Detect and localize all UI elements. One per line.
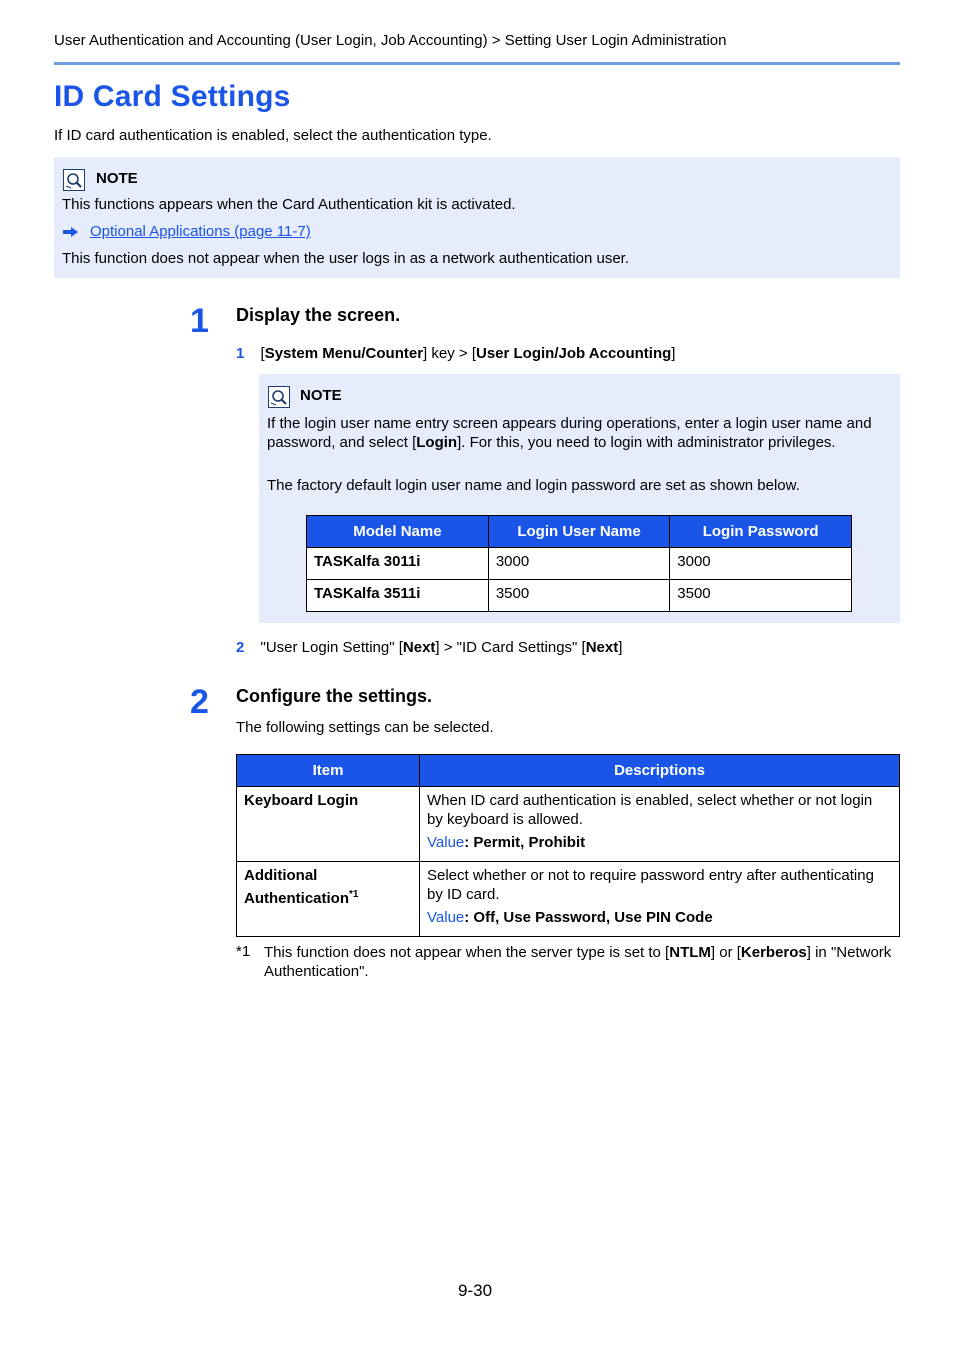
note-box xyxy=(54,157,900,278)
table-cell: Additional Authentication$^{*1}$ xyxy=(237,862,420,937)
table-row xyxy=(307,580,852,612)
column-header: Descriptions xyxy=(420,755,900,787)
note-heading: NOTE xyxy=(96,170,138,187)
column-header: Item xyxy=(237,755,420,787)
table-cell: 3000 xyxy=(670,548,852,580)
table-cell: 3500 xyxy=(670,580,852,612)
user-login-job-accounting: User Login/Job Accounting xyxy=(476,345,672,362)
value-line: Value: Permit, Prohibit xyxy=(427,834,586,851)
note-icon xyxy=(268,386,290,408)
system-menu-key: System Menu/Counter xyxy=(264,345,424,362)
value-line: Value: Off, Use Password, Use PIN Code xyxy=(427,909,713,926)
note-box xyxy=(259,374,900,623)
note-text: This functions appears when the Card Authentication kit is activated. xyxy=(62,196,516,213)
breadcrumb: User Authentication and Accounting (User Login, Job Accounting) > Setting User Login Administration xyxy=(54,32,727,49)
settings-table xyxy=(236,754,900,937)
note-text: This function does not appear when the user logs in as a network authentication user. xyxy=(62,250,630,267)
footnote-marker: *1 xyxy=(236,943,251,960)
step-title: Display the screen. xyxy=(236,305,401,325)
note-heading: NOTE xyxy=(300,387,342,404)
substep: 2 "User Login Setting" [Next] > "ID Card Settings" [Next] xyxy=(236,639,623,656)
table-row xyxy=(237,862,900,937)
intro-text: If ID card authentication is enabled, select the authentication type. xyxy=(54,127,492,144)
table-cell: Keyboard Login xyxy=(237,787,420,862)
table-cell: 3000 xyxy=(488,548,669,580)
table-cell: TASKalfa 3011i xyxy=(307,548,489,580)
step-title: Configure the settings. xyxy=(236,686,433,706)
footnote-text: This function does not appear when the server type is set to [NTLM] or [Kerberos] in "Network Authentication". xyxy=(264,944,892,980)
page-number: 9-30 xyxy=(458,1281,493,1300)
table-cell: 3500 xyxy=(488,580,669,612)
column-header: Login User Name xyxy=(488,516,669,548)
step-number: 2 xyxy=(190,683,209,721)
table-cell: When ID card authentication is enabled, select whether or not login by keyboard is allowed. Value: Permit, Prohibit xyxy=(420,787,900,862)
table-row xyxy=(307,548,852,580)
step-number: 1 xyxy=(190,302,209,340)
step-intro: The following settings can be selected. xyxy=(236,719,494,736)
column-header: Model Name xyxy=(307,516,489,548)
table-cell: Select whether or not to require password entry after authenticating by ID card. Value: Off, Use Password, Use PIN Code xyxy=(420,862,900,937)
optional-applications-link[interactable]: Optional Applications (page 11-7) xyxy=(90,223,311,240)
note-text: The factory default login user name and login password are set as shown below. xyxy=(267,477,800,494)
page-title: ID Card Settings xyxy=(54,80,291,113)
note-text: If the login user name entry screen appears during operations, enter a login user name and password, and select [Login]. For this, you need to login with administrator privileges. xyxy=(267,415,872,451)
header-rule xyxy=(54,62,900,65)
table-cell: TASKalfa 3511i xyxy=(307,580,489,612)
arrow-right-icon xyxy=(62,225,79,243)
substep-number: 1 xyxy=(236,345,245,362)
substep: 1 [System Menu/Counter] key > [User Login/Job Accounting] xyxy=(236,345,676,362)
substep-number: 2 xyxy=(236,639,245,656)
table-header-row xyxy=(307,516,852,548)
table-header-row xyxy=(237,755,900,787)
column-header: Login Password xyxy=(670,516,852,548)
note-icon xyxy=(63,169,85,191)
login-table xyxy=(306,515,852,612)
table-row xyxy=(237,787,900,862)
